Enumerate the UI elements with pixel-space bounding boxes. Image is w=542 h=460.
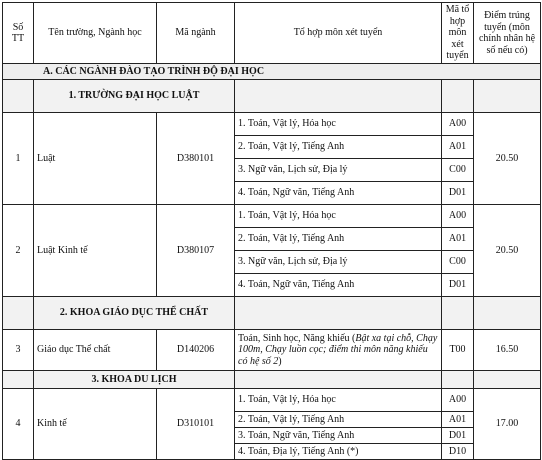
combo-text: 2. Toán, Vật lý, Tiếng Anh xyxy=(235,136,442,159)
group-row xyxy=(3,80,541,113)
table-row xyxy=(3,205,541,228)
combo-code: T00 xyxy=(442,330,474,371)
section-row xyxy=(3,64,541,80)
stt-cell: 3 xyxy=(3,330,34,371)
stt-cell: 1 xyxy=(3,113,34,205)
header-combo: Tổ hợp môn xét tuyển xyxy=(235,3,442,64)
stt-cell: 4 xyxy=(3,389,34,460)
combo-main: Toán, Sinh học, Năng khiếu ( xyxy=(238,332,356,344)
group-title: 3. KHOA DU LỊCH xyxy=(34,371,235,389)
admission-score-table xyxy=(2,2,541,460)
combo-code: D01 xyxy=(442,274,474,297)
combo-code: A00 xyxy=(442,389,474,412)
combo-text: 4. Toán, Ngữ văn, Tiếng Anh xyxy=(235,182,442,205)
combo-note: Bật xa tại chỗ, Chạy 100m, Chạy luồn cọc; điểm thi môn năng khiếu có hệ số 2 xyxy=(238,332,438,367)
combo-text: 3. Ngữ văn, Lịch sử, Địa lý xyxy=(235,159,442,182)
group-title: 1. TRƯỜNG ĐẠI HỌC LUẬT xyxy=(34,80,235,113)
combo-code: D10 xyxy=(442,444,474,460)
combo-text: 4. Toán, Ngữ văn, Tiếng Anh xyxy=(235,274,442,297)
combo-end: ) xyxy=(278,355,282,367)
major-code: D380101 xyxy=(157,113,235,205)
combo-text: 3. Ngữ văn, Lịch sử, Địa lý xyxy=(235,251,442,274)
major-name: Luật xyxy=(34,113,157,205)
table-row xyxy=(3,113,541,136)
combo-code: A00 xyxy=(442,113,474,136)
combo-text: 1. Toán, Vật lý, Hóa học xyxy=(235,113,442,136)
header-combo-code: Mã tổ hợp môn xét tuyển xyxy=(442,3,474,64)
combo-text: 1. Toán, Vật lý, Hóa học xyxy=(235,205,442,228)
combo-text: 4. Toán, Địa lý, Tiếng Anh (*) xyxy=(235,444,442,460)
combo-code: A01 xyxy=(442,228,474,251)
group-row xyxy=(3,371,541,389)
header-code: Mã ngành xyxy=(157,3,235,64)
combo-text: 2. Toán, Vật lý, Tiếng Anh xyxy=(235,228,442,251)
combo-code: A01 xyxy=(442,412,474,428)
score-cell: 20.50 xyxy=(474,205,541,297)
score-cell: 17.00 xyxy=(474,389,541,460)
major-name: Luật Kinh tế xyxy=(34,205,157,297)
combo-code: C00 xyxy=(442,159,474,182)
combo-code: D01 xyxy=(442,428,474,444)
major-code: D380107 xyxy=(157,205,235,297)
major-name: Kinh tế xyxy=(34,389,157,460)
table-row xyxy=(3,330,541,371)
major-code: D140206 xyxy=(157,330,235,371)
combo-code: D01 xyxy=(442,182,474,205)
combo-text-block xyxy=(235,330,442,371)
combo-text: 1. Toán, Vật lý, Hóa học xyxy=(235,389,442,412)
score-cell: 16.50 xyxy=(474,330,541,371)
header-stt: Số TT xyxy=(3,3,34,64)
group-title: 2. KHOA GIÁO DỤC THỂ CHẤT xyxy=(34,297,235,330)
major-name: Giáo dục Thể chất xyxy=(34,330,157,371)
combo-code: A01 xyxy=(442,136,474,159)
header-score: Điểm trúng tuyển (môn chính nhân hệ số nếu có) xyxy=(474,3,541,64)
table-header-row xyxy=(3,3,541,64)
header-name: Tên trường, Ngành học xyxy=(34,3,157,64)
combo-code: C00 xyxy=(442,251,474,274)
group-row xyxy=(3,297,541,330)
stt-cell: 2 xyxy=(3,205,34,297)
score-cell: 20.50 xyxy=(474,113,541,205)
combo-text: 3. Toán, Ngữ văn, Tiếng Anh xyxy=(235,428,442,444)
major-code: D310101 xyxy=(157,389,235,460)
combo-code: A00 xyxy=(442,205,474,228)
table-row xyxy=(3,389,541,412)
section-a-title: A. CÁC NGÀNH ĐÀO TẠO TRÌNH ĐỘ ĐẠI HỌC xyxy=(3,64,541,80)
combo-text: 2. Toán, Vật lý, Tiếng Anh xyxy=(235,412,442,428)
